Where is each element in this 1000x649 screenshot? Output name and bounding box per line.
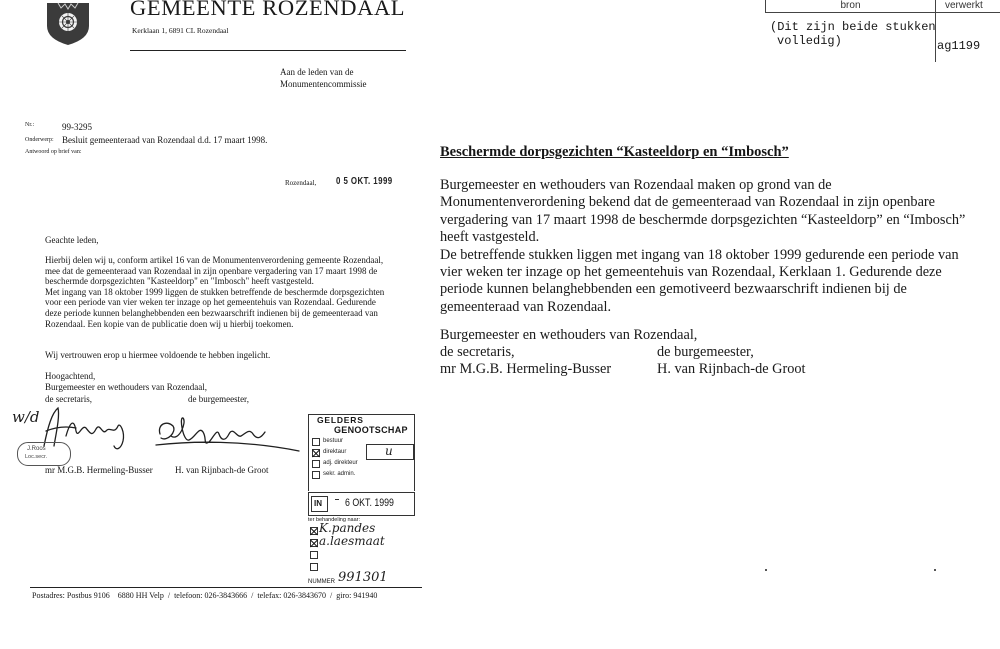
letter-body-line: deze periode kunnen belanghebbenden een bezwaarschrift indienen bij de gemeenteraad van (45, 308, 378, 318)
source-note-line: volledig) (777, 34, 842, 48)
receipt-stamp (308, 414, 415, 491)
notice-secretary-name: mr M.G.B. Hermeling-Busser (440, 361, 612, 377)
notice-line: heeft vastgesteld. (440, 229, 540, 246)
letter-body-line: voor een periode van vier weken ter inzage op het gemeentehuis van Rozendaal. Gedurende (45, 297, 376, 308)
recipient-line: Monumentencommissie (280, 79, 367, 89)
notice-line: De betreffende stukken liggen met ingang van 18 oktober 1999 gedurende een periode van (440, 246, 959, 263)
notice-signatory: Burgemeester en wethouders van Rozendaal, (440, 327, 698, 343)
stamp-initial-box (366, 444, 414, 460)
in-label-box (311, 496, 328, 512)
handwritten-annotation: w/d (12, 408, 40, 426)
closing-line: Wij vertrouwen erop u hiermee voldoende te hebben ingelicht. (45, 350, 271, 360)
notice-line: gemeenteraad van Rozendaal. (440, 298, 612, 315)
handling-name: K.pandes (319, 521, 376, 535)
processed-code: ag1199 (937, 39, 981, 53)
scan-dot (765, 569, 767, 571)
deputy-stamp-title: Loc.secr. (25, 454, 48, 460)
stamp-option-label: direktaur (323, 449, 347, 455)
municipality-name: GEMEENTE ROZENDAAL (130, 0, 406, 20)
letter-body-line: beschermde dorpsgezichten "Kasteeldorp" en "Imbosch" heeft vastgesteld. (45, 276, 314, 287)
date-stamp: 0 5 OKT. 1999 (336, 175, 393, 187)
recipient-line: Aan de leden van de (280, 67, 354, 77)
number-label: NUMMER (308, 579, 335, 585)
reference-number: 99-3295 (62, 122, 92, 132)
notice-line: Monumentenverordening bekend dat de gemeenteraad van Rozendaal in zijn openbare (440, 194, 936, 211)
stamp-dash (335, 499, 339, 500)
secretary-name: mr M.G.B. Hermeling-Busser (45, 465, 153, 475)
stamp-checkbox (312, 449, 320, 457)
handling-label: ter behandeling naar: (308, 517, 360, 523)
mayor-name: H. van Rijnbach-de Groot (175, 465, 269, 475)
notice-line: Burgemeester en wethouders van Rozendaal maken op grond van de (440, 177, 832, 193)
handling-name: a.laesmaat (319, 534, 385, 548)
notice-mayor-name: H. van Rijnbach-de Groot (657, 361, 806, 377)
received-stamp (308, 492, 415, 516)
source-note-line: (Dit zijn beide stukken (770, 20, 936, 34)
greeting: Hoogachtend, (45, 371, 96, 381)
handling-checkbox (310, 539, 318, 547)
registration-header (765, 0, 1000, 13)
stamp-option-label: sekr. admin. (323, 471, 356, 477)
stamp-org-line2: GENOOTSCHAP (334, 425, 408, 435)
notice-line: periode kunnen belanghebbenden een gemotiveerd bezwaarschrift indienen bij de (440, 281, 907, 298)
handling-checkbox (310, 563, 318, 571)
notice-mayor-role: de burgemeester, (657, 344, 754, 360)
date-place: Rozendaal, (285, 179, 317, 187)
reference-number-label: Nr.: (25, 122, 35, 128)
secretary-role: de secretaris, (45, 394, 92, 404)
stamp-checkbox (312, 438, 320, 446)
letter-body-line: Rozendaal. Een kopie van de publicatie doen wij u hierbij toekomen. (45, 318, 294, 329)
municipality-address: Kerklaan 1, 6891 CL Rozendaal (132, 26, 229, 35)
stamp-option-label: adj. direkteur (323, 460, 358, 466)
stamp-initial: u (385, 444, 393, 458)
deputy-stamp-name: J.Roos (27, 446, 46, 452)
letter-footer: Postadres: Postbus 9106 6880 HH Velp / telefoon: 026-3843666 / telefax: 026-3843670 / giro: 941940 (32, 591, 378, 600)
header-rule (130, 50, 406, 51)
handling-checkbox (310, 551, 318, 559)
footer-rule (30, 587, 422, 588)
stamp-checkbox (312, 460, 320, 468)
subject-value: Besluit gemeenteraad van Rozendaal d.d. 17 maart 1998. (62, 135, 268, 145)
registration-header-processed: verwerkt (945, 0, 983, 11)
registration-header-source: bron (765, 0, 935, 12)
deputy-stamp (17, 442, 71, 466)
stamp-checkbox (312, 471, 320, 479)
notice-title: Beschermde dorpsgezichten “Kasteeldorp en “Imbosch” (440, 144, 789, 160)
letter-body-line: mee dat de gemeenteraad van Rozendaal in zijn openbare vergadering van 17 maart 1998 de (45, 265, 378, 276)
stamp-option-label: bestuur (323, 438, 344, 444)
letter-body-line: Met ingang van 18 oktober 1999 liggen de stukken betreffende de beschermde dorpsgezichten (45, 286, 385, 297)
number-value: 991301 (338, 570, 388, 585)
reply-label: Antwoord op brief van: (25, 149, 82, 155)
coat-of-arms-logo (44, 0, 92, 46)
scan-dot (934, 569, 936, 571)
mayor-signature (152, 412, 302, 458)
subject-label: Onderwerp: (25, 137, 54, 143)
salutation: Geachte leden, (45, 235, 99, 245)
handling-checkbox (310, 527, 318, 535)
received-date: 6 OKT. 1999 (345, 497, 394, 509)
stamp-org-line1: GELDERS (317, 415, 364, 425)
notice-line: vier weken ter inzage op het gemeentehuis van Rozendaal, Kerklaan 1. Gedurende deze (440, 264, 942, 280)
in-label: IN (314, 499, 322, 508)
notice-secretary-role: de secretaris, (440, 344, 515, 360)
letter-body-line: Hierbij delen wij u, conform artikel 16 van de Monumentenverordening gemeente Rozendaal, (45, 255, 384, 265)
signatory: Burgemeester en wethouders van Rozendaal, (45, 382, 208, 392)
mayor-role: de burgemeester, (188, 394, 249, 404)
notice-line: vergadering van 17 maart 1998 de beschermde dorpsgezichten “Kasteeldorp” en “Imbosch” (440, 211, 966, 228)
